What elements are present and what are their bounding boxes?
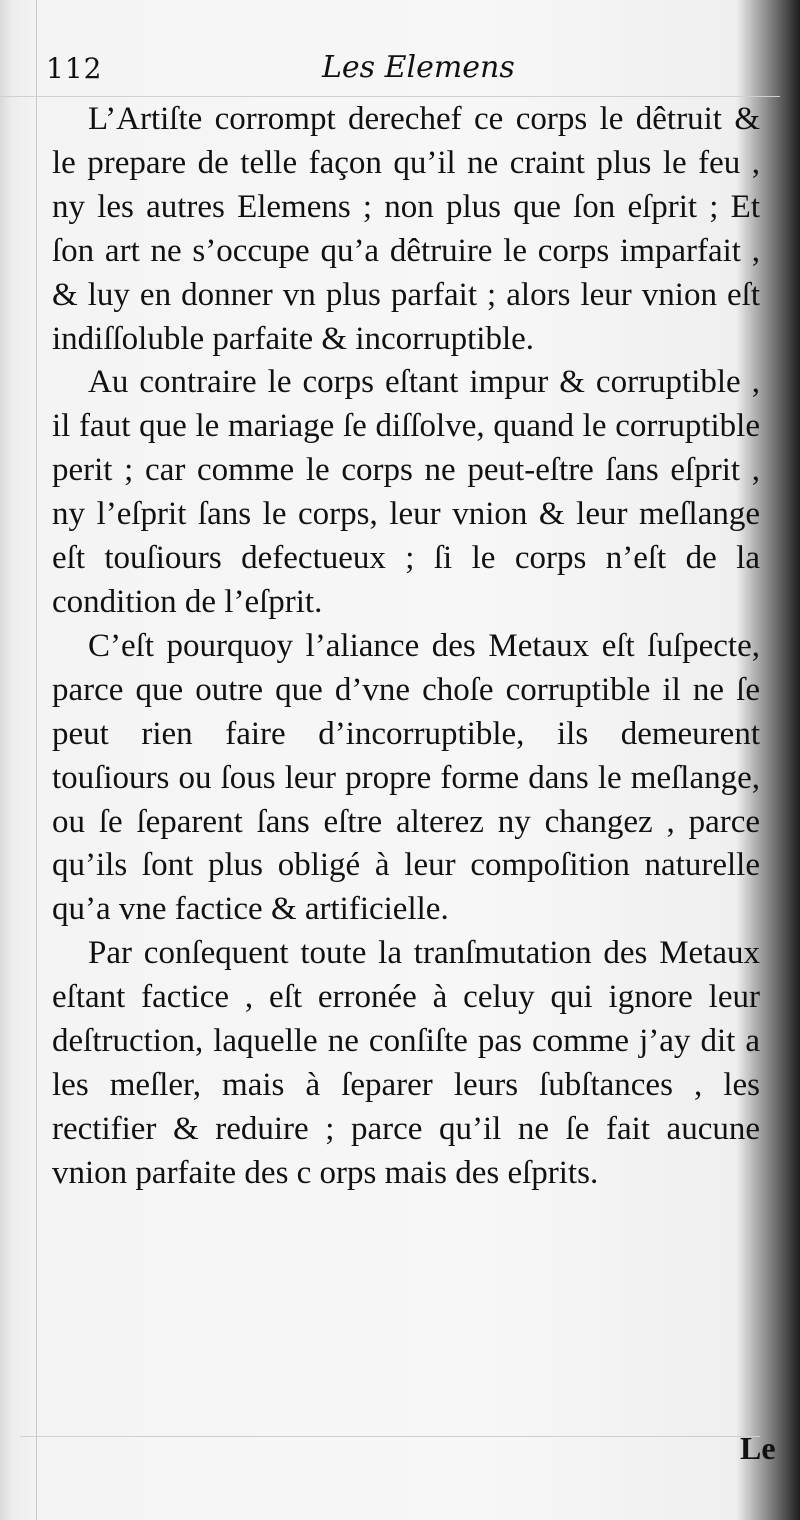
running-head: Les Elemens	[322, 50, 515, 85]
paragraph-1: L’Artiſte corrompt derechef ce corps le dêtruit & le prepare de telle façon qu’il ne craint plus le feu , ny les autres Elemens ; non plus que ſon eſprit ; Et ſon art ne s’occupe qu’a dêtruire le corps imparfait , & luy en donner vn plus parfait ; alors leur vnion eſt indiſſoluble parfaite & incorruptible.	[52, 101, 760, 357]
margin-rule-left	[36, 0, 37, 1520]
paragraph-4: Par conſequent toute la tranſmutation des Metaux eſtant factice , eſt erronée à celuy qui ignore leur deſtruction, laquelle ne conſiſte pas comme j’ay dit a les meſler, mais à ſeparer leurs ſubſtances , les rectifier & reduire ; parce qu’il ne ſe fait aucune vnion parfaite des c orps mais des eſprits.	[52, 935, 760, 1191]
margin-rule-bottom	[20, 1436, 760, 1437]
body-text	[52, 98, 760, 1196]
margin-rule-top	[0, 96, 780, 97]
page-number: 112	[46, 52, 103, 85]
paragraph-2: Au contraire le corps eſtant impur & corruptible , il faut que le mariage ſe diſſolve, quand le corruptible perit ; car comme le corps ne peut-eſtre ſans eſprit , ny l’eſprit ſans le corps, leur vnion & leur meſlange eſt touſiours defectueux ; ſi le corps n’eſt de la condition de l’eſprit.	[52, 364, 760, 620]
catchword: Le	[740, 1430, 776, 1466]
paragraph-3: C’eſt pourquoy l’aliance des Metaux eſt ſuſpecte, parce que outre que d’vne choſe corruptible il ne ſe peut rien faire d’incorruptible, ils demeurent touſiours ou ſous leur propre forme dans le meſlange, ou ſe ſeparent ſans eſtre alterez ny changez , parce qu’ils ſont plus obligé à leur compoſition naturelle qu’a vne factice & artificielle.	[52, 627, 760, 928]
